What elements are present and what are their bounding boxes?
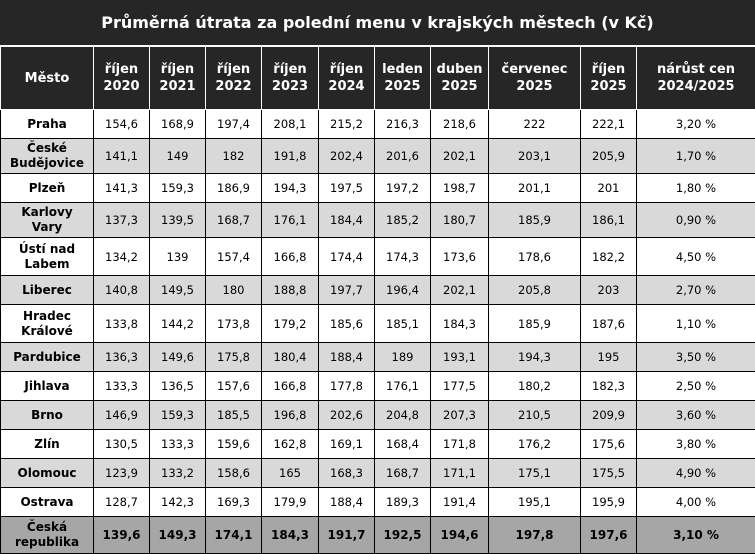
column-header: [375, 47, 431, 110]
city-cell: [1, 430, 94, 459]
value-cell: 165: [262, 459, 319, 488]
header-text-line: duben: [437, 62, 483, 77]
value-cell: 197,7: [319, 276, 375, 305]
value-cell: 175,8: [206, 343, 262, 372]
value-cell: 191,4: [431, 488, 489, 517]
value-cell: 177,5: [431, 372, 489, 401]
growth-cell: 1,10 %: [637, 305, 755, 343]
growth-cell: 1,70 %: [637, 139, 755, 174]
value-cell: 133,8: [94, 305, 150, 343]
value-cell: 123,9: [94, 459, 150, 488]
value-cell: 205,8: [489, 276, 581, 305]
value-cell: 178,6: [489, 238, 581, 276]
value-cell: 179,2: [262, 305, 319, 343]
table-row: [1, 139, 755, 174]
value-cell: 196,8: [262, 401, 319, 430]
city-cell: [1, 372, 94, 401]
table-row: [1, 110, 755, 139]
value-cell: 191,8: [262, 139, 319, 174]
value-cell: 168,9: [150, 110, 206, 139]
value-cell: 159,6: [206, 430, 262, 459]
value-cell: 184,3: [431, 305, 489, 343]
value-cell: 169,3: [206, 488, 262, 517]
city-name-line: Budějovice: [10, 156, 84, 170]
city-name-line: Česká: [27, 520, 67, 534]
value-cell: 191,7: [319, 517, 375, 554]
value-cell: 168,4: [375, 430, 431, 459]
header-row: [1, 47, 755, 110]
value-cell: 180,7: [431, 203, 489, 238]
value-cell: 174,4: [319, 238, 375, 276]
city-name-line: Olomouc: [18, 466, 77, 480]
city-name-line: Hradec: [23, 309, 71, 323]
value-cell: 175,6: [581, 430, 637, 459]
header-text-line: 2025: [590, 79, 626, 94]
value-cell: 207,3: [431, 401, 489, 430]
value-cell: 136,3: [94, 343, 150, 372]
value-cell: 162,8: [262, 430, 319, 459]
value-cell: 187,6: [581, 305, 637, 343]
value-cell: 197,2: [375, 174, 431, 203]
city-cell: [1, 139, 94, 174]
data-table: [0, 46, 755, 554]
header-text-line: nárůst cen: [657, 62, 735, 77]
column-header: [206, 47, 262, 110]
value-cell: 197,4: [206, 110, 262, 139]
city-name-line: republika: [15, 535, 79, 549]
city-name-line: České: [27, 141, 67, 155]
value-cell: 140,8: [94, 276, 150, 305]
value-cell: 157,6: [206, 372, 262, 401]
growth-cell: 4,90 %: [637, 459, 755, 488]
header-text-line: Město: [25, 71, 70, 86]
value-cell: 144,2: [150, 305, 206, 343]
city-name-line: Liberec: [22, 283, 72, 297]
value-cell: 168,7: [206, 203, 262, 238]
value-cell: 194,6: [431, 517, 489, 554]
value-cell: 182: [206, 139, 262, 174]
growth-cell: 4,00 %: [637, 488, 755, 517]
city-name-line: Praha: [27, 117, 66, 131]
value-cell: 197,5: [319, 174, 375, 203]
value-cell: 136,5: [150, 372, 206, 401]
value-cell: 185,6: [319, 305, 375, 343]
value-cell: 149: [150, 139, 206, 174]
value-cell: 192,5: [375, 517, 431, 554]
value-cell: 186,9: [206, 174, 262, 203]
city-name-line: Labem: [25, 257, 70, 271]
value-cell: 158,6: [206, 459, 262, 488]
value-cell: 209,9: [581, 401, 637, 430]
header-text-line: 2021: [159, 79, 195, 94]
city-cell: [1, 401, 94, 430]
value-cell: 171,8: [431, 430, 489, 459]
growth-cell: 3,60 %: [637, 401, 755, 430]
value-cell: 184,3: [262, 517, 319, 554]
value-cell: 195: [581, 343, 637, 372]
value-cell: 166,8: [262, 372, 319, 401]
value-cell: 176,2: [489, 430, 581, 459]
value-cell: 186,1: [581, 203, 637, 238]
value-cell: 215,2: [319, 110, 375, 139]
city-cell: [1, 203, 94, 238]
header-text-line: 2025: [441, 79, 477, 94]
header-text-line: 2023: [272, 79, 308, 94]
value-cell: 194,3: [262, 174, 319, 203]
growth-cell: 4,50 %: [637, 238, 755, 276]
value-cell: 139,6: [94, 517, 150, 554]
value-cell: 174,3: [375, 238, 431, 276]
column-header: [319, 47, 375, 110]
header-text-line: 2025: [516, 79, 552, 94]
growth-cell: 2,70 %: [637, 276, 755, 305]
value-cell: 222: [489, 110, 581, 139]
value-cell: 203: [581, 276, 637, 305]
value-cell: 157,4: [206, 238, 262, 276]
city-cell: [1, 459, 94, 488]
city-name-line: Králové: [21, 324, 73, 338]
city-name-line: Pardubice: [13, 350, 81, 364]
column-header: [262, 47, 319, 110]
table-row: [1, 174, 755, 203]
value-cell: 168,7: [375, 459, 431, 488]
value-cell: 141,3: [94, 174, 150, 203]
column-header-city: [1, 47, 94, 110]
value-cell: 202,6: [319, 401, 375, 430]
value-cell: 177,8: [319, 372, 375, 401]
value-cell: 189,3: [375, 488, 431, 517]
growth-cell: 3,10 %: [637, 517, 755, 554]
value-cell: 197,6: [581, 517, 637, 554]
value-cell: 188,4: [319, 343, 375, 372]
value-cell: 196,4: [375, 276, 431, 305]
table-row: [1, 459, 755, 488]
value-cell: 139: [150, 238, 206, 276]
growth-cell: 3,20 %: [637, 110, 755, 139]
column-header: [431, 47, 489, 110]
table-row: [1, 488, 755, 517]
value-cell: 182,3: [581, 372, 637, 401]
growth-cell: 2,50 %: [637, 372, 755, 401]
table-row: [1, 305, 755, 343]
value-cell: 184,4: [319, 203, 375, 238]
header-text-line: 2024/2025: [657, 79, 734, 94]
header-text-line: říjen: [273, 62, 306, 77]
value-cell: 194,3: [489, 343, 581, 372]
header-text-line: 2025: [384, 79, 420, 94]
value-cell: 149,6: [150, 343, 206, 372]
header-text-line: 2022: [215, 79, 251, 94]
value-cell: 185,2: [375, 203, 431, 238]
value-cell: 185,1: [375, 305, 431, 343]
column-header: [94, 47, 150, 110]
value-cell: 201,6: [375, 139, 431, 174]
value-cell: 169,1: [319, 430, 375, 459]
value-cell: 185,9: [489, 203, 581, 238]
table-row: [1, 430, 755, 459]
value-cell: 173,8: [206, 305, 262, 343]
value-cell: 205,9: [581, 139, 637, 174]
value-cell: 130,5: [94, 430, 150, 459]
city-name-line: Jihlava: [24, 379, 69, 393]
growth-cell: 3,80 %: [637, 430, 755, 459]
value-cell: 175,1: [489, 459, 581, 488]
value-cell: 208,1: [262, 110, 319, 139]
column-header: [489, 47, 581, 110]
growth-cell: 3,50 %: [637, 343, 755, 372]
table-row: [1, 238, 755, 276]
value-cell: 149,5: [150, 276, 206, 305]
value-cell: 159,3: [150, 174, 206, 203]
value-cell: 139,5: [150, 203, 206, 238]
value-cell: 180,2: [489, 372, 581, 401]
value-cell: 180: [206, 276, 262, 305]
header-text-line: říjen: [592, 62, 625, 77]
table-row: [1, 343, 755, 372]
value-cell: 180,4: [262, 343, 319, 372]
value-cell: 185,9: [489, 305, 581, 343]
city-cell: [1, 110, 94, 139]
table-row: [1, 372, 755, 401]
city-cell: [1, 343, 94, 372]
value-cell: 195,1: [489, 488, 581, 517]
table-row: [1, 203, 755, 238]
value-cell: 210,5: [489, 401, 581, 430]
value-cell: 185,5: [206, 401, 262, 430]
city-name-line: Brno: [31, 408, 63, 422]
value-cell: 222,1: [581, 110, 637, 139]
table-header: [1, 47, 755, 110]
city-cell: [1, 305, 94, 343]
growth-cell: 0,90 %: [637, 203, 755, 238]
header-text-line: 2020: [103, 79, 139, 94]
total-row: [1, 517, 755, 554]
column-header: [637, 47, 755, 110]
value-cell: 128,7: [94, 488, 150, 517]
value-cell: 198,7: [431, 174, 489, 203]
value-cell: 202,1: [431, 276, 489, 305]
value-cell: 202,4: [319, 139, 375, 174]
value-cell: 203,1: [489, 139, 581, 174]
header-text-line: leden: [382, 62, 423, 77]
value-cell: 137,3: [94, 203, 150, 238]
city-name-line: Ústí nad: [19, 242, 75, 256]
value-cell: 195,9: [581, 488, 637, 517]
value-cell: 179,9: [262, 488, 319, 517]
city-name-line: Karlovy: [21, 205, 72, 219]
value-cell: 188,4: [319, 488, 375, 517]
value-cell: 173,6: [431, 238, 489, 276]
value-cell: 204,8: [375, 401, 431, 430]
value-cell: 133,3: [94, 372, 150, 401]
value-cell: 159,3: [150, 401, 206, 430]
value-cell: 142,3: [150, 488, 206, 517]
value-cell: 197,8: [489, 517, 581, 554]
header-text-line: 2024: [328, 79, 364, 94]
value-cell: 146,9: [94, 401, 150, 430]
value-cell: 188,8: [262, 276, 319, 305]
value-cell: 168,3: [319, 459, 375, 488]
value-cell: 154,6: [94, 110, 150, 139]
value-cell: 189: [375, 343, 431, 372]
header-text-line: říjen: [217, 62, 250, 77]
value-cell: 176,1: [375, 372, 431, 401]
value-cell: 134,2: [94, 238, 150, 276]
city-name-line: Ostrava: [20, 495, 73, 509]
city-name-line: Zlín: [34, 437, 59, 451]
column-header: [150, 47, 206, 110]
city-name-line: Plzeň: [29, 181, 66, 195]
city-name-line: Vary: [32, 220, 62, 234]
value-cell: 218,6: [431, 110, 489, 139]
city-cell: [1, 174, 94, 203]
growth-cell: 1,80 %: [637, 174, 755, 203]
value-cell: 133,2: [150, 459, 206, 488]
table-row: [1, 401, 755, 430]
header-text-line: říjen: [330, 62, 363, 77]
city-cell: [1, 488, 94, 517]
value-cell: 133,3: [150, 430, 206, 459]
header-text-line: říjen: [161, 62, 194, 77]
value-cell: 201,1: [489, 174, 581, 203]
table-title: Průměrná útrata za polední menu v krajských městech (v Kč): [0, 0, 755, 46]
city-cell: [1, 276, 94, 305]
value-cell: 141,1: [94, 139, 150, 174]
value-cell: 202,1: [431, 139, 489, 174]
value-cell: 176,1: [262, 203, 319, 238]
header-text-line: červenec: [501, 62, 567, 77]
value-cell: 216,3: [375, 110, 431, 139]
value-cell: 174,1: [206, 517, 262, 554]
header-text-line: říjen: [105, 62, 138, 77]
value-cell: 201: [581, 174, 637, 203]
table-row: [1, 276, 755, 305]
value-cell: 166,8: [262, 238, 319, 276]
city-cell: [1, 517, 94, 554]
value-cell: 193,1: [431, 343, 489, 372]
value-cell: 182,2: [581, 238, 637, 276]
city-cell: [1, 238, 94, 276]
value-cell: 171,1: [431, 459, 489, 488]
value-cell: 149,3: [150, 517, 206, 554]
value-cell: 175,5: [581, 459, 637, 488]
table-body: [1, 110, 755, 554]
column-header: [581, 47, 637, 110]
